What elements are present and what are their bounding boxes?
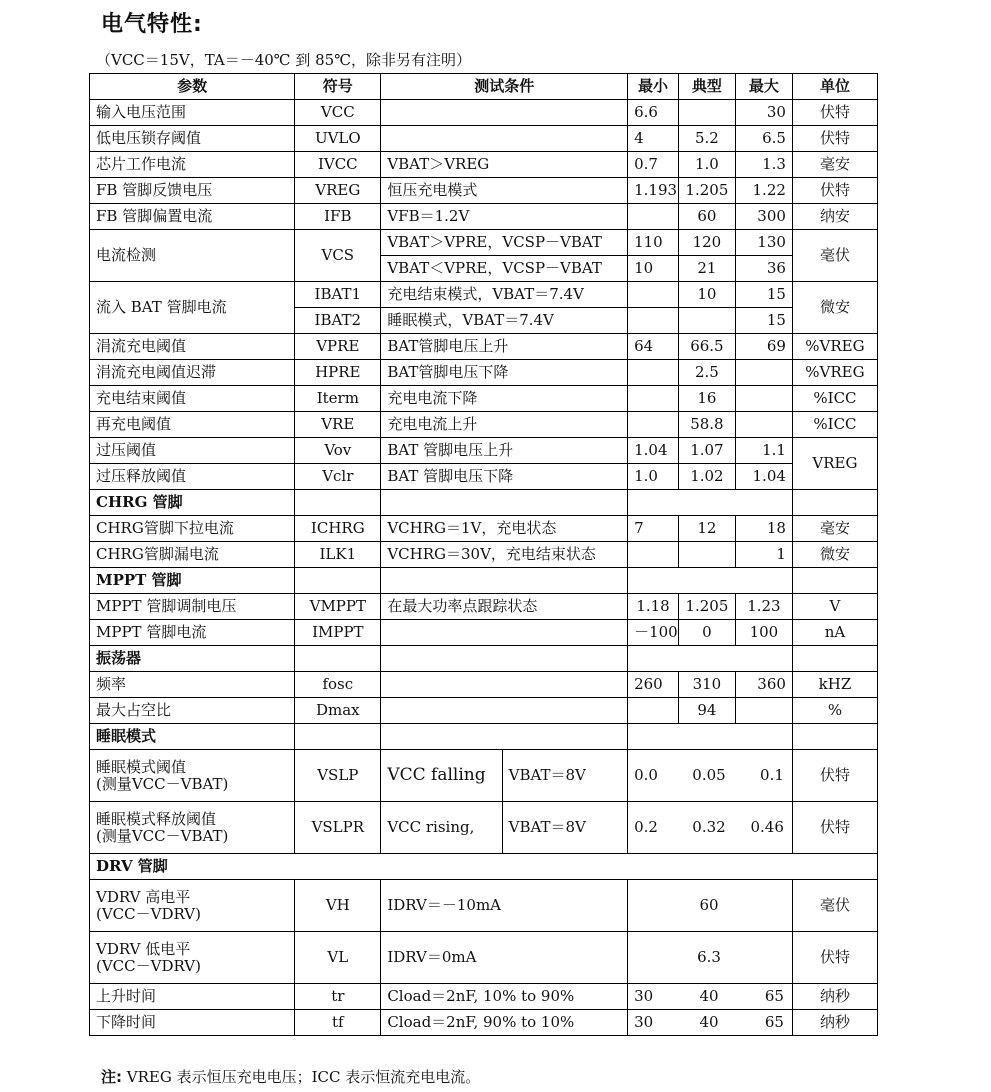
min-cell: 1.193 [628,178,679,204]
unit-cell: % [792,698,877,724]
unit-cell: 伏特 [792,802,877,854]
empty-cell [628,568,793,594]
footnote-text: VREG 表示恒压充电电压；ICC 表示恒流充电电流。 [126,1068,481,1086]
condition-cell: VCHRG＝1V，充电状态 [381,516,628,542]
page-title: 电气特性: [101,12,203,37]
condition-cell: VFB＝1.2V [381,204,628,230]
empty-cell [628,724,793,750]
table-row [90,672,878,698]
header-cell: 参数 [90,74,295,100]
param-line: 睡眠模式阈值 [96,757,187,776]
min-cell [628,360,679,386]
condition-cell: VCHRG＝30V，充电结束状态 [381,542,628,568]
symbol-cell: VPRE [295,334,381,360]
condition-cell: Cload＝2nF, 90% to 10% [381,1010,628,1036]
param-cell: 涓流充电阈值 [90,334,295,360]
section-row [90,646,878,672]
param-cell: 下降时间 [90,1010,295,1036]
values-cell [628,1010,793,1036]
condition-cell: VBAT＞VREG [381,152,628,178]
unit-cell: %ICC [792,386,877,412]
unit-cell: nA [792,620,877,646]
unit-cell: 微安 [792,282,877,334]
typ-value: 0.32 [692,818,726,836]
unit-cell: V [792,594,877,620]
empty-cell [381,646,628,672]
table-row [90,464,878,490]
param-cell: 过压阈值 [90,438,295,464]
unit-cell: 伏特 [792,100,877,126]
typ-cell: 1.205 [678,594,735,620]
table-row [90,698,878,724]
values-cell [628,880,793,932]
unit-cell: 毫伏 [792,880,877,932]
empty-cell [792,646,877,672]
min-cell: 10 [628,256,679,282]
max-value: 65 [764,987,784,1005]
empty-cell [295,724,381,750]
max-cell: 300 [735,204,792,230]
unit-cell: 毫安 [792,516,877,542]
param-line: (测量VCC－VBAT) [96,826,229,845]
condition-cell: VBAT＜VPRE，VCSP－VBAT [381,256,628,282]
param-cell: 电流检测 [90,230,295,282]
unit-cell: 纳秒 [792,1010,877,1036]
table-row [90,542,878,568]
typ-cell: 1.205 [678,178,735,204]
condition-cell: BAT管脚电压上升 [381,334,628,360]
typ-cell: 10 [678,282,735,308]
condition-cell: VBAT＝8V [502,802,627,854]
max-cell: 1.3 [735,152,792,178]
max-cell: 1.04 [735,464,792,490]
condition-cell: 充电结束模式，VBAT＝7.4V [381,282,628,308]
condition-cell: VCC rising, [381,802,502,854]
empty-cell [381,490,628,516]
typ-cell: 2.5 [678,360,735,386]
condition-cell [381,100,628,126]
symbol-cell: VH [295,880,381,932]
symbol-cell: VL [295,932,381,984]
max-cell: 69 [735,334,792,360]
symbol-cell: ICHRG [295,516,381,542]
header-cell: 最小 [628,74,679,100]
typ-cell: 16 [678,386,735,412]
param-cell: 频率 [90,672,295,698]
unit-cell: 纳安 [792,204,877,230]
empty-cell [295,568,381,594]
condition-cell: Cload＝2nF, 10% to 90% [381,984,628,1010]
condition-cell: IDRV＝－10mA [381,880,628,932]
max-cell [735,412,792,438]
symbol-cell: VRE [295,412,381,438]
typ-cell: 12 [678,516,735,542]
min-value: 0.2 [634,818,658,836]
table-row [90,334,878,360]
values-cell [628,984,793,1010]
unit-cell: 毫安 [792,152,877,178]
condition-cell: BAT 管脚电压下降 [381,464,628,490]
min-cell [628,204,679,230]
max-cell: 15 [735,282,792,308]
param-cell: 充电结束阈值 [90,386,295,412]
condition-cell [381,126,628,152]
symbol-cell: tf [295,1010,381,1036]
typ-cell: 58.8 [678,412,735,438]
values-cell [628,750,793,802]
empty-cell [792,568,877,594]
param-cell: 涓流充电阈值迟滞 [90,360,295,386]
section-row [90,490,878,516]
max-value: 65 [764,1013,784,1031]
test-conditions-caption: （VCC＝15V，TA＝－40℃ 到 85℃，除非另有注明） [96,51,471,69]
table-row [90,516,878,542]
param-line: VDRV 高电平 [96,887,191,906]
table-row [90,620,878,646]
footnote [101,1066,480,1087]
unit-cell: 伏特 [792,932,877,984]
typ-value: 6.3 [697,948,721,966]
values-cell [628,802,793,854]
section-row [90,568,878,594]
section-heading: MPPT 管脚 [90,568,295,594]
max-cell: 360 [735,672,792,698]
empty-cell [792,724,877,750]
condition-cell: 充电电流上升 [381,412,628,438]
condition-cell: BAT管脚电压下降 [381,360,628,386]
min-cell: 4 [628,126,679,152]
param-line: VDRV 低电平 [96,939,191,958]
param-cell [90,932,295,984]
typ-cell: 120 [678,230,735,256]
table-row [90,152,878,178]
max-cell: 30 [735,100,792,126]
empty-cell [381,724,628,750]
min-cell: 260 [628,672,679,698]
param-line: (VCC－VDRV) [96,904,201,923]
max-cell: 6.5 [735,126,792,152]
empty-cell [381,568,628,594]
typ-value: 40 [699,1013,719,1031]
condition-cell [381,698,628,724]
condition-cell: 在最大功率点跟踪状态 [381,594,628,620]
max-cell [735,360,792,386]
min-cell: 110 [628,230,679,256]
header-cell: 单位 [792,74,877,100]
section-heading: 睡眠模式 [90,724,295,750]
symbol-cell: HPRE [295,360,381,386]
param-line: 睡眠模式释放阈值 [96,809,217,828]
param-cell: 过压释放阈值 [90,464,295,490]
param-cell: FB 管脚反馈电压 [90,178,295,204]
symbol-cell: UVLO [295,126,381,152]
max-cell: 100 [735,620,792,646]
max-value [734,949,792,966]
typ-value: 40 [699,987,719,1005]
table-row [90,230,878,256]
min-cell [628,412,679,438]
param-cell: 低电压锁存阈值 [90,126,295,152]
symbol-cell: tr [295,984,381,1010]
symbol-cell: VREG [295,178,381,204]
electrical-characteristics-table [89,73,878,1036]
values-cell [628,932,793,984]
unit-cell: 毫伏 [792,230,877,282]
symbol-cell: IVCC [295,152,381,178]
condition-cell: 恒压充电模式 [381,178,628,204]
unit-cell: 微安 [792,542,877,568]
header-cell: 测试条件 [381,74,628,100]
empty-cell [295,490,381,516]
max-cell [735,698,792,724]
empty-cell [295,646,381,672]
param-cell [90,802,295,854]
condition-cell: BAT 管脚电压上升 [381,438,628,464]
min-value: 30 [634,987,654,1005]
max-value: 0.46 [750,818,784,836]
condition-cell: VBAT＞VPRE，VCSP－VBAT [381,230,628,256]
max-cell: 1 [735,542,792,568]
param-cell: FB 管脚偏置电流 [90,204,295,230]
header-cell: 符号 [295,74,381,100]
min-cell: 1.18 [628,594,679,620]
table-row [90,802,878,854]
max-cell: 15 [735,308,792,334]
unit-cell: %VREG [792,334,877,360]
symbol-cell: VSLP [295,750,381,802]
table-row [90,1010,878,1036]
min-value: 0.0 [634,766,658,784]
max-cell: 1.23 [735,594,792,620]
min-cell: 7 [628,516,679,542]
section-heading: 振荡器 [90,646,295,672]
table-row [90,750,878,802]
max-cell: 130 [735,230,792,256]
typ-cell: 21 [678,256,735,282]
param-cell: 流入 BAT 管脚电流 [90,282,295,334]
empty-cell [792,490,877,516]
min-cell [628,698,679,724]
param-cell [90,750,295,802]
table-row [90,984,878,1010]
unit-cell: VREG [792,438,877,490]
typ-value: 0.05 [692,766,726,784]
symbol-cell: IFB [295,204,381,230]
symbol-cell: Iterm [295,386,381,412]
min-cell: 1.0 [628,464,679,490]
min-cell: 1.04 [628,438,679,464]
condition-cell [381,620,628,646]
typ-cell: 94 [678,698,735,724]
typ-cell: 66.5 [678,334,735,360]
min-cell [628,308,679,334]
param-line: (VCC－VDRV) [96,956,201,975]
table-row [90,386,878,412]
param-cell: CHRG管脚漏电流 [90,542,295,568]
symbol-cell: VCC [295,100,381,126]
symbol-cell: Dmax [295,698,381,724]
symbol-cell: IMPPT [295,620,381,646]
typ-cell: 1.0 [678,152,735,178]
condition-cell [381,672,628,698]
max-value [734,897,792,914]
param-cell: MPPT 管脚电流 [90,620,295,646]
min-cell [628,542,679,568]
header-cell: 最大 [735,74,792,100]
unit-cell: 伏特 [792,750,877,802]
param-cell: 再充电阈值 [90,412,295,438]
unit-cell: 伏特 [792,126,877,152]
min-cell: 0.7 [628,152,679,178]
table-row [90,880,878,932]
max-cell: 1.22 [735,178,792,204]
symbol-cell: Vclr [295,464,381,490]
max-value: 0.1 [760,766,784,784]
typ-cell: 310 [678,672,735,698]
min-value [628,897,684,914]
min-cell [628,386,679,412]
table-row [90,360,878,386]
min-cell [628,282,679,308]
param-cell: 输入电压范围 [90,100,295,126]
symbol-cell: VCS [295,230,381,282]
param-cell [90,880,295,932]
unit-cell: %VREG [792,360,877,386]
condition-cell: VBAT＝8V [502,750,627,802]
typ-cell: 1.02 [678,464,735,490]
unit-cell: 伏特 [792,178,877,204]
header-cell: 典型 [678,74,735,100]
table-row [90,100,878,126]
footnote-label: 注: [101,1068,122,1086]
table-row [90,438,878,464]
max-cell: 36 [735,256,792,282]
typ-cell [678,542,735,568]
symbol-cell: fosc [295,672,381,698]
table-row [90,412,878,438]
typ-cell: 5.2 [678,126,735,152]
typ-value: 60 [699,896,719,914]
min-cell: 64 [628,334,679,360]
table-header-row [90,74,878,100]
unit-cell: %ICC [792,412,877,438]
table-row [90,178,878,204]
max-cell: 1.1 [735,438,792,464]
condition-cell: 充电电流下降 [381,386,628,412]
condition-cell: 睡眠模式，VBAT＝7.4V [381,308,628,334]
table-row [90,594,878,620]
min-value [628,949,684,966]
param-cell: CHRG管脚下拉电流 [90,516,295,542]
param-cell: 上升时间 [90,984,295,1010]
param-cell: MPPT 管脚调制电压 [90,594,295,620]
section-row [90,854,878,880]
typ-cell: 1.07 [678,438,735,464]
min-cell: －100 [628,620,679,646]
symbol-cell: ILK1 [295,542,381,568]
table-row [90,126,878,152]
empty-cell [628,490,793,516]
typ-cell [678,308,735,334]
unit-cell: 纳秒 [792,984,877,1010]
symbol-cell: IBAT2 [295,308,381,334]
param-line: (测量VCC－VBAT) [96,774,229,793]
typ-cell: 60 [678,204,735,230]
typ-cell [678,100,735,126]
symbol-cell: IBAT1 [295,282,381,308]
empty-cell [628,646,793,672]
unit-cell: kHZ [792,672,877,698]
param-cell: 芯片工作电流 [90,152,295,178]
max-cell [735,386,792,412]
max-cell: 18 [735,516,792,542]
symbol-cell: VMPPT [295,594,381,620]
condition-cell: VCC falling [381,750,502,802]
table-row [90,282,878,308]
condition-cell: IDRV＝0mA [381,932,628,984]
min-cell: 6.6 [628,100,679,126]
section-heading: DRV 管脚 [90,854,878,880]
table-row [90,204,878,230]
min-value: 30 [634,1013,654,1031]
typ-cell: 0 [678,620,735,646]
table-row [90,932,878,984]
section-row [90,724,878,750]
section-heading: CHRG 管脚 [90,490,295,516]
symbol-cell: VSLPR [295,802,381,854]
param-cell: 最大占空比 [90,698,295,724]
symbol-cell: Vov [295,438,381,464]
